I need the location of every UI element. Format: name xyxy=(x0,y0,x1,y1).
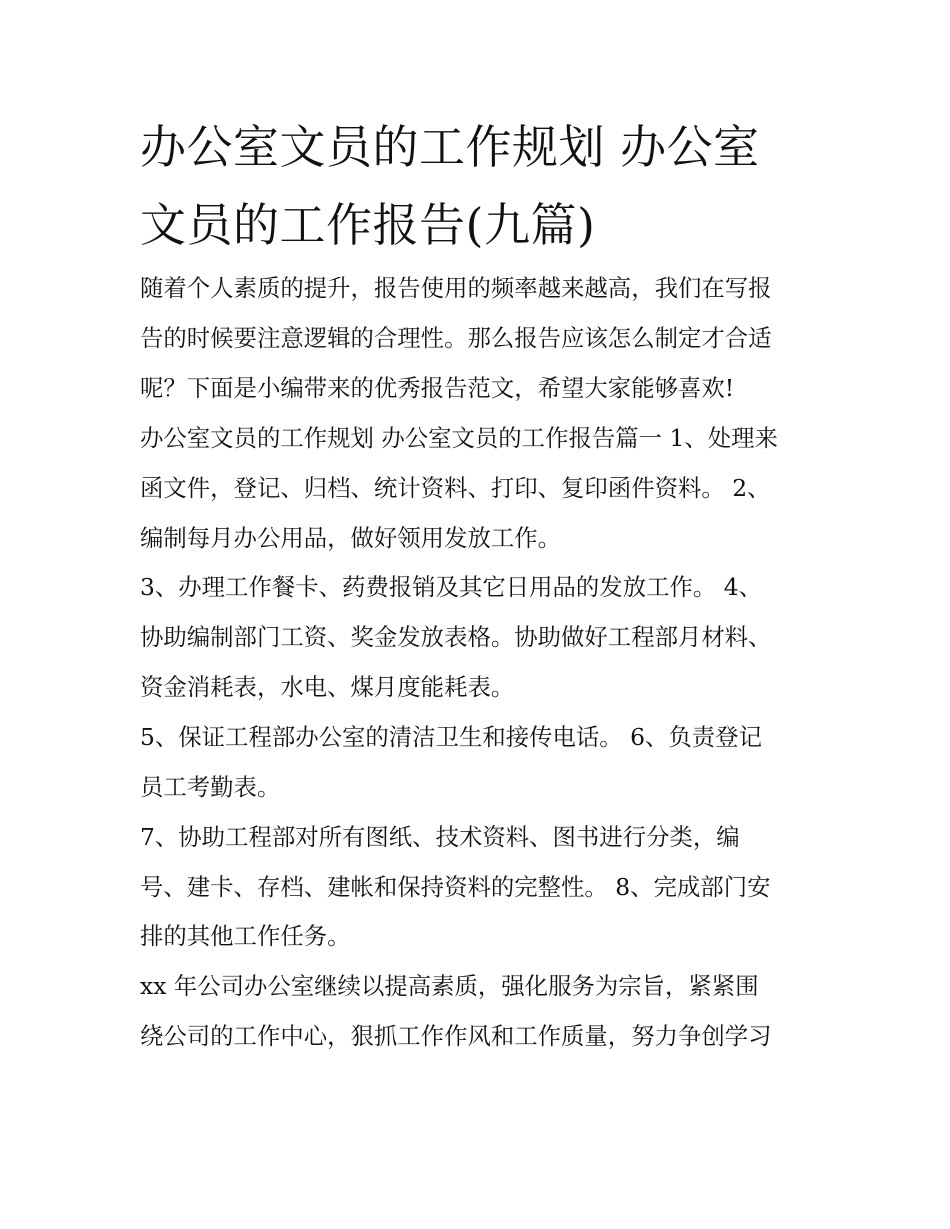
title-line: 办公室文员的工作规划 办公室 xyxy=(140,120,760,174)
text-line: 绕公司的工作中心，狠抓工作作风和工作质量，努力争创学习 xyxy=(140,1022,772,1051)
document-body xyxy=(140,264,812,1062)
text-line: 随着个人素质的提升，报告使用的频率越来越高，我们在写报 xyxy=(140,274,772,303)
text-line: 编制每月办公用品，做好领用发放工作。 xyxy=(140,523,562,552)
text-line: 3、办理工作餐卡、药费报销及其它日用品的发放工作。 4、 xyxy=(140,573,762,602)
paragraph-items-7-8 xyxy=(140,813,812,963)
text-line: 5、保证工程部办公室的清洁卫生和接传电话。 6、负责登记 xyxy=(140,722,762,751)
paragraph-annual-summary xyxy=(140,962,812,1062)
text-line: xx 年公司办公室继续以提高素质，强化服务为宗旨，紧紧围 xyxy=(140,972,759,1001)
paragraph-items-5-6 xyxy=(140,713,812,813)
text-line: 呢？下面是小编带来的优秀报告范文，希望大家能够喜欢! xyxy=(140,374,735,403)
title-line: 文员的工作报告(九篇) xyxy=(140,198,596,253)
text-line: 员工考勤表。 xyxy=(140,772,281,801)
text-line: 告的时候要注意逻辑的合理性。那么报告应该怎么制定才合适 xyxy=(140,324,772,353)
document-content xyxy=(140,108,812,1062)
text-line: 函文件，登记、归档、统计资料、打印、复印函件资料。 2、 xyxy=(140,473,771,502)
paragraph-intro xyxy=(140,264,812,414)
document-title xyxy=(140,108,812,264)
text-line: 协助编制部门工资、奖金发放表格。协助做好工程部月材料、 xyxy=(140,623,772,652)
paragraph-section-one xyxy=(140,414,812,564)
text-line: 号、建卡、存档、建帐和保持资料的完整性。 8、完成部门安 xyxy=(140,872,771,901)
text-line: 7、协助工程部对所有图纸、技术资料、图书进行分类，编 xyxy=(140,822,740,851)
text-line: 资金消耗表，水电、煤月度能耗表。 xyxy=(140,673,515,702)
text-line: 排的其他工作任务。 xyxy=(140,922,351,951)
text-line: 办公室文员的工作规划 办公室文员的工作报告篇一 1、处理来 xyxy=(140,423,778,452)
paragraph-items-3-4 xyxy=(140,563,812,713)
